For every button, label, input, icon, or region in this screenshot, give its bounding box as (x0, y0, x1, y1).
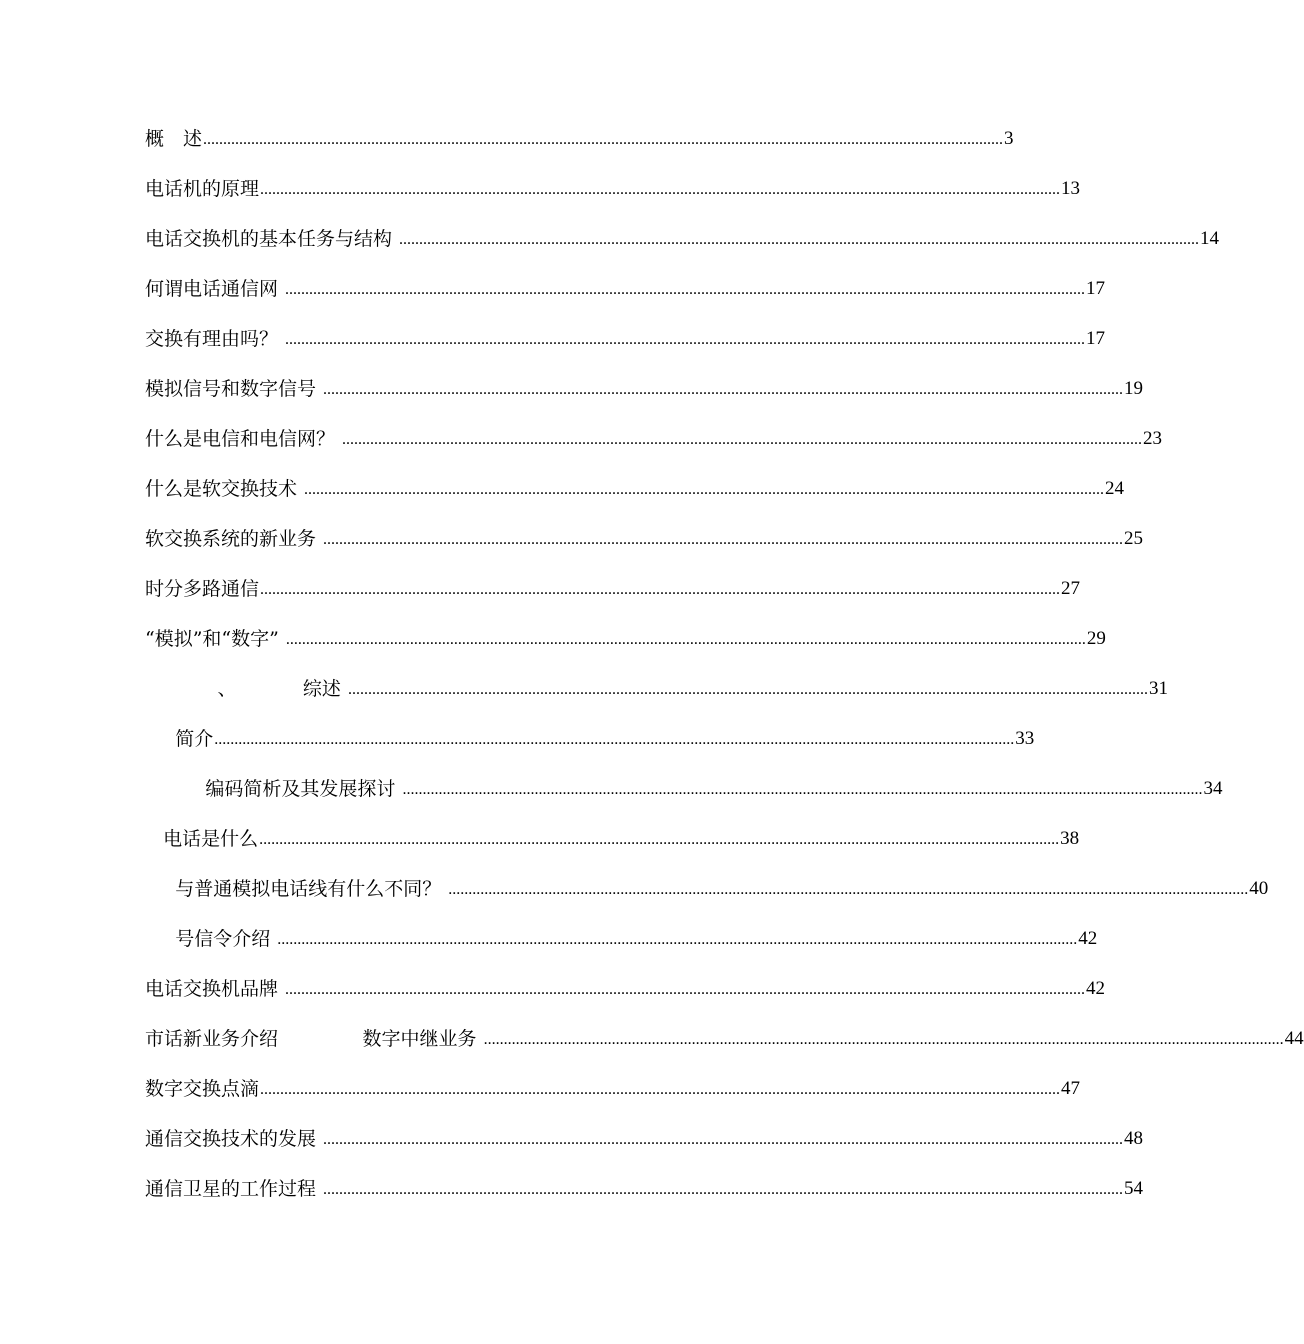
toc-entry-title: 通信交换技术的发展 (145, 1128, 323, 1150)
toc-entry-page: 29 (1086, 628, 1106, 649)
toc-entry-title: “模拟”和“数字” (145, 628, 285, 650)
toc-entry-title: 电话交换机品牌 (145, 978, 285, 1000)
toc-entry-page: 40 (1249, 878, 1269, 899)
toc-entry-title: 简介 (145, 728, 214, 750)
toc-entry-page: 13 (1061, 178, 1081, 199)
toc-entry-page: 44 (1284, 1028, 1304, 1049)
toc-dot-leader: ........................................................................................................................................................................................................ (260, 1081, 1061, 1098)
toc-entry-title: 什么是软交换技术 (145, 478, 304, 500)
toc-entry-title: 电话是什么 (145, 828, 259, 850)
toc-dot-leader: ........................................................................................................................................................................................................ (342, 431, 1143, 448)
toc-entry[interactable] (145, 420, 1163, 450)
toc-dot-leader: ........................................................................................................................................................................................................ (448, 881, 1249, 898)
toc-entry-title: 时分多路通信 (145, 578, 260, 600)
toc-entry-title: 与普通模拟电话线有什么不同？ (145, 878, 448, 900)
toc-dot-leader: ........................................................................................................................................................................................................ (285, 631, 1086, 648)
toc-entry-title: 概 述 (145, 128, 203, 150)
toc-entry-title: 电话交换机的基本任务与结构 (145, 228, 399, 250)
toc-entry[interactable] (145, 920, 1098, 950)
toc-entry-page: 24 (1105, 478, 1125, 499)
toc-dot-leader: ........................................................................................................................................................................................................ (260, 181, 1061, 198)
toc-dot-leader: ........................................................................................................................................................................................................ (285, 281, 1086, 298)
toc-entry[interactable] (145, 870, 1269, 900)
toc-entry-page: 14 (1200, 228, 1220, 249)
toc-entry-page: 27 (1061, 578, 1081, 599)
toc-entry-page: 23 (1143, 428, 1163, 449)
toc-entry[interactable] (145, 220, 1220, 250)
toc-entry[interactable] (145, 470, 1125, 500)
toc-entry-page: 54 (1124, 1178, 1144, 1199)
toc-entry-title: 什么是电信和电信网？ (145, 428, 342, 450)
toc-entry[interactable] (145, 1170, 1144, 1200)
toc-entry[interactable] (145, 1070, 1081, 1100)
toc-dot-leader: ........................................................................................................................................................................................................ (323, 1131, 1124, 1148)
toc-dot-leader: ........................................................................................................................................................................................................ (285, 981, 1086, 998)
toc-entry[interactable] (145, 1120, 1144, 1150)
toc-entry-title: 编码简析及其发展探讨 (145, 778, 402, 800)
toc-entry[interactable] (145, 520, 1144, 550)
toc-entry-page: 42 (1078, 928, 1098, 949)
toc-entry-title: 何谓电话通信网 (145, 278, 285, 300)
toc-entry-title: 通信卫星的工作过程 (145, 1178, 323, 1200)
toc-entry-title: 、 综述 (145, 678, 347, 700)
toc-entry[interactable] (145, 570, 1081, 600)
toc-entry-page: 25 (1124, 528, 1144, 549)
toc-entry-title: 市话新业务介绍 数字中继业务 (145, 1028, 483, 1050)
toc-entry[interactable] (145, 970, 1106, 1000)
toc-dot-leader: ........................................................................................................................................................................................................ (323, 1181, 1124, 1198)
toc-dot-leader: ........................................................................................................................................................................................................ (402, 781, 1203, 798)
toc-dot-leader: ........................................................................................................................................................................................................ (203, 131, 1004, 148)
toc-entry[interactable] (145, 670, 1168, 700)
toc-entry-page: 19 (1124, 378, 1144, 399)
toc-entry-page: 17 (1086, 278, 1106, 299)
toc-entry[interactable] (145, 320, 1106, 350)
toc-dot-leader: ........................................................................................................................................................................................................ (323, 381, 1124, 398)
toc-entry-page: 47 (1061, 1078, 1081, 1099)
toc-entry[interactable] (145, 270, 1106, 300)
toc-entry[interactable] (145, 170, 1081, 200)
toc-entry-title: 号信令介绍 (145, 928, 277, 950)
toc-entry-page: 42 (1086, 978, 1106, 999)
toc-dot-leader: ........................................................................................................................................................................................................ (214, 731, 1015, 748)
toc-entry-title: 交换有理由吗？ (145, 328, 285, 350)
toc-dot-leader: ........................................................................................................................................................................................................ (260, 581, 1061, 598)
toc-entry[interactable] (145, 120, 1014, 150)
toc-entry-page: 34 (1203, 778, 1223, 799)
toc-entry[interactable] (145, 720, 1035, 750)
toc-dot-leader: ........................................................................................................................................................................................................ (399, 231, 1200, 248)
toc-entry-title: 模拟信号和数字信号 (145, 378, 323, 400)
toc-entry[interactable] (145, 370, 1144, 400)
toc-dot-leader: ........................................................................................................................................................................................................ (347, 681, 1148, 698)
toc-dot-leader: ........................................................................................................................................................................................................ (323, 531, 1124, 548)
toc-entry-title: 数字交换点滴 (145, 1078, 260, 1100)
toc-entry[interactable] (145, 770, 1223, 800)
toc-entry-page: 3 (1004, 128, 1014, 149)
toc-dot-leader: ........................................................................................................................................................................................................ (483, 1031, 1284, 1048)
toc-entry-page: 17 (1086, 328, 1106, 349)
toc-entry-page: 31 (1148, 678, 1168, 699)
toc-entry[interactable] (145, 1020, 1304, 1050)
toc-entry-page: 33 (1015, 728, 1035, 749)
toc-entry-page: 38 (1060, 828, 1080, 849)
toc-entry-title: 电话机的原理 (145, 178, 260, 200)
toc-dot-leader: ........................................................................................................................................................................................................ (285, 331, 1086, 348)
toc-entry[interactable] (145, 820, 1080, 850)
toc-dot-leader: ........................................................................................................................................................................................................ (277, 931, 1078, 948)
toc-dot-leader: ........................................................................................................................................................................................................ (304, 481, 1105, 498)
toc-entry-page: 48 (1124, 1128, 1144, 1149)
toc-entry[interactable] (145, 620, 1106, 650)
toc-dot-leader: ........................................................................................................................................................................................................ (259, 831, 1060, 848)
toc-entry-title: 软交换系统的新业务 (145, 528, 323, 550)
